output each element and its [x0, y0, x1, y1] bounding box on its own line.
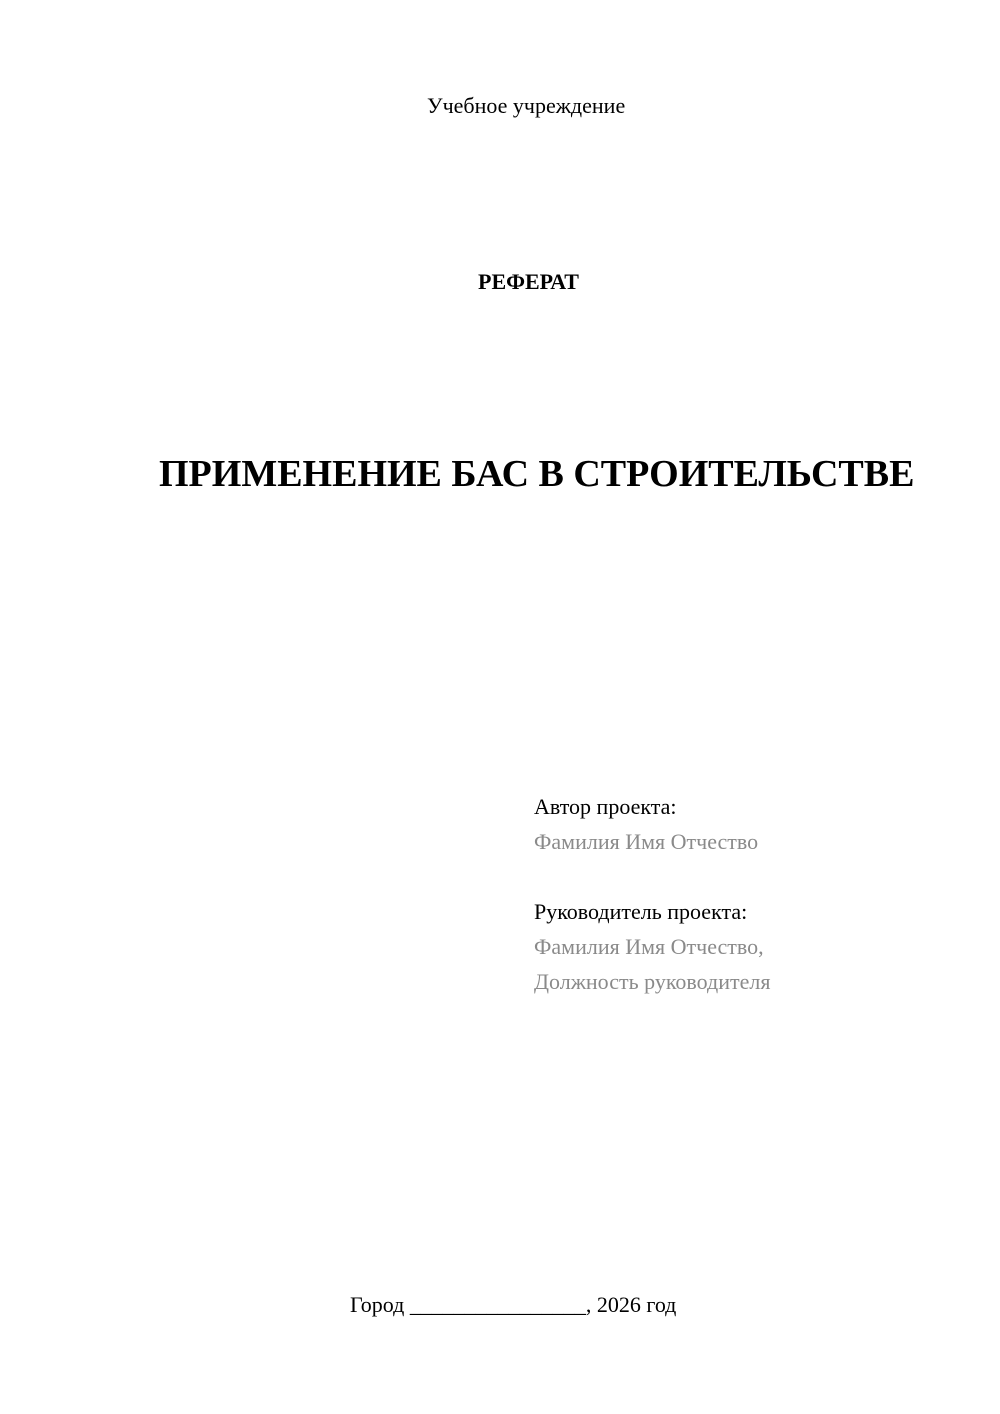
author-label: Автор проекта: — [534, 794, 677, 819]
author-name-placeholder: Фамилия Имя Отчество — [534, 829, 759, 854]
city-year-line: Город ________________, 2026 год — [350, 1292, 677, 1317]
document-type: РЕФЕРАТ — [478, 269, 579, 294]
supervisor-label: Руководитель проекта: — [534, 899, 748, 924]
credits-spacer — [534, 859, 770, 894]
institution-name: Учебное учреждение — [427, 93, 626, 118]
credits-block — [534, 789, 770, 999]
supervisor-position-placeholder: Должность руководителя — [534, 969, 771, 994]
supervisor-name-placeholder: Фамилия Имя Отчество, — [534, 934, 764, 959]
document-title: ПРИМЕНЕНИЕ БАС В СТРОИТЕЛЬСТВЕ — [159, 453, 915, 495]
